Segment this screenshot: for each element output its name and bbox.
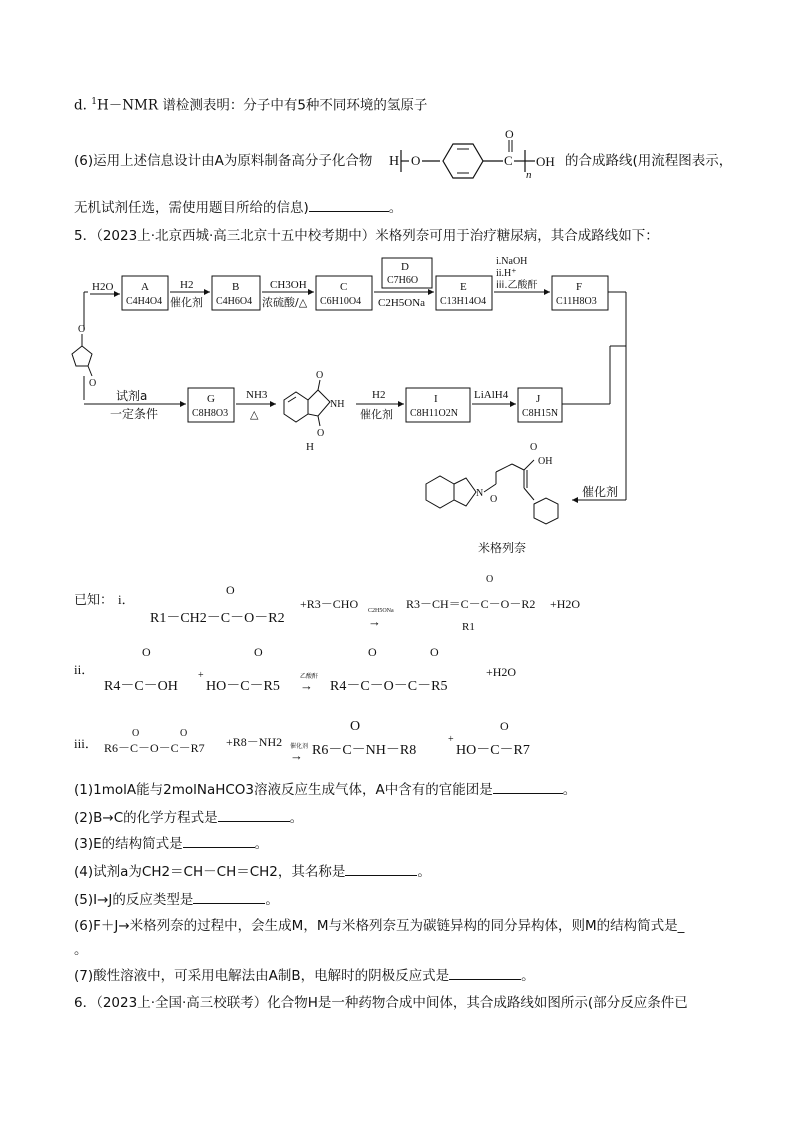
polymer-n: n [526, 169, 532, 181]
r3-o4: O [500, 719, 509, 733]
r2-o2: O [254, 645, 263, 659]
answer-blank-7[interactable] [449, 966, 521, 980]
r2-o4: O [430, 645, 439, 659]
r3-plus: +R8－NH2 [226, 735, 283, 749]
anhydride-o-bottom: O [89, 378, 97, 389]
question-2: (2)B→C的化学方程式是 。 [74, 810, 304, 826]
box-b-formula: C4H6O4 [216, 296, 253, 307]
r1-tail: +H2O [550, 597, 581, 611]
cond-water: H2O [92, 281, 114, 293]
nmr-statement: d. $^1$H－NMR 谱检测表明：分子中有5种不同环境的氢原子 [74, 97, 428, 114]
question-5: (5)I→J的反应类型是 。 [74, 892, 279, 908]
r3-o1: O [132, 728, 140, 739]
box-d-formula: C7H6O [387, 275, 419, 286]
r3-plus-sign: + [448, 734, 454, 745]
polymer-h: H [389, 154, 400, 169]
box-a-formula: C4H4O4 [126, 296, 163, 307]
r2-o3: O [368, 645, 377, 659]
polymer-structure [385, 128, 565, 188]
question-7: (7)酸性溶液中，可采用电解法由A制B，电解时的阴极反应式是 。 [74, 968, 535, 984]
h-nh: NH [330, 399, 345, 410]
box-i-formula: C8H11O2N [410, 408, 458, 419]
cond-ch3oh: CH3OH [270, 279, 307, 291]
polymer-oh: OH [536, 154, 555, 169]
r3-o3: O [350, 719, 361, 734]
cond-cat-final: 催化剂 [582, 485, 619, 499]
r2-arrow: → [300, 678, 313, 693]
r3-rhs: R6－C－NH－R8 [312, 743, 417, 758]
polymer-c: C [504, 153, 513, 168]
box-f-formula: C11H8O3 [556, 296, 597, 307]
product-oh: OH [538, 456, 553, 467]
box-c-name: C [340, 281, 348, 293]
r2-rhs: R4－C－O－C－R5 [330, 679, 448, 694]
synthesis-scheme [0, 250, 800, 570]
cond-cat-1: 催化剂 [170, 296, 203, 309]
r2-o1: O [142, 645, 151, 659]
cond-h2-1: H2 [180, 279, 194, 291]
r1-o: O [226, 583, 235, 597]
r1-rhs: R3－CH＝C－C－O－R2 [406, 597, 536, 611]
anhydride-o-top: O [78, 324, 86, 335]
box-j-formula: C8H15N [522, 408, 559, 419]
question-6: (6)F＋J→米格列奈的过程中，会生成M，M与米格列奈互为碳链异构的同分异构体，则M的结构简式是_ [74, 918, 685, 934]
r1-cond: C2H5ONa [368, 608, 394, 614]
box-i-name: I [434, 393, 438, 405]
question-4: (4)试剂a为CH2＝CH－CH＝CH2，其名称是 。 [74, 864, 431, 880]
r1-rhs-sub: R1 [462, 621, 475, 633]
cond-ii: ii.H⁺ [496, 268, 517, 279]
r1-arrow: → [368, 614, 381, 629]
r3-num: iii． [74, 736, 98, 751]
r1-lhs: R1－CH2－C－O－R2 [150, 611, 285, 626]
polymer-o: O [411, 153, 421, 168]
q6-text-c: 无机试剂任选，需使用题目所给的信息) 。 [74, 200, 403, 216]
cond-cat-2: 催化剂 [360, 408, 393, 421]
r2-plus: HO－C－R5 [206, 679, 280, 694]
box-c-formula: C6H10O4 [320, 296, 362, 307]
box-e-formula: C13H14O4 [440, 296, 487, 307]
cond-c2h5ona: C2H5ONa [378, 297, 426, 309]
cond-lialh4: LiAlH4 [474, 389, 509, 401]
answer-blank-4[interactable] [345, 862, 417, 876]
label-h: H [306, 441, 314, 453]
cond-heat: △ [250, 409, 259, 421]
r2-num: ii． [74, 662, 95, 677]
r3-lhs: R6－C－O－C－R7 [104, 741, 205, 755]
product-name: 米格列奈 [478, 541, 527, 555]
known-label: 已知： [74, 593, 114, 608]
known-reactions [0, 570, 800, 770]
r3-arrow: → [290, 748, 303, 763]
cond-a: 一定条件 [110, 407, 159, 421]
problem5-title: 5．（2023上·北京西城·高三北京十五中校考期中）米格列奈可用于治疗糖尿病，其合成路线如下： [74, 228, 659, 244]
cond-nh3: NH3 [246, 389, 268, 401]
question-3: (3)E的结构简式是 。 [74, 836, 269, 852]
r2-lhs: R4－C－OH [104, 679, 178, 694]
cond-h2-2: H2 [372, 389, 386, 401]
cond-iii: iii.乙酸酐 [496, 280, 538, 291]
r3-tail: HO－C－R7 [456, 743, 530, 758]
box-e-name: E [460, 281, 467, 293]
r1-num: i． [118, 592, 135, 607]
box-b-name: B [232, 281, 240, 293]
answer-blank-3[interactable] [183, 834, 255, 848]
box-d-name: D [401, 261, 409, 273]
r2-cond: 乙酸酐 [300, 673, 319, 680]
answer-blank[interactable] [309, 198, 389, 212]
box-g-formula: C8H8O3 [192, 408, 229, 419]
answer-blank-1[interactable] [493, 780, 563, 794]
answer-blank-5[interactable] [193, 890, 265, 904]
box-g-name: G [207, 393, 215, 405]
q6-text-b: 的合成路线(用流程图表示， [565, 153, 733, 169]
problem6-title: 6．（2023上·全国·高三校联考）化合物H是一种药物合成中间体，其合成路线如图所示(部分反应条件已 [74, 995, 688, 1011]
box-a-name: A [141, 281, 149, 293]
cond-reagent-a: 试剂a [116, 389, 148, 403]
r2-plus-sign: + [198, 670, 204, 681]
polymer-o-top: O [505, 128, 514, 141]
product-o: O [490, 494, 498, 505]
product-n: N [476, 488, 484, 499]
r1-rhs-o: O [486, 574, 494, 585]
question-1: (1)1molA能与2molNaHCO3溶液反应生成气体，A中含有的官能团是 。 [74, 782, 577, 798]
q6-text-a: (6)运用上述信息设计由A为原料制备高分子化合物 [74, 153, 373, 169]
cond-i: i.NaOH [496, 256, 528, 267]
box-f-name: F [576, 281, 583, 293]
h-o-bottom: O [317, 428, 325, 439]
question-6-cont: 。 [74, 942, 88, 958]
r3-cond: 催化剂 [290, 743, 309, 750]
r3-o2: O [180, 728, 188, 739]
h-o-top: O [316, 370, 324, 381]
r1-plus: +R3－CHO [300, 597, 359, 611]
cond-h2so4: 浓硫酸/△ [262, 296, 308, 309]
box-j-name: J [536, 393, 541, 405]
product-o2: O [530, 442, 538, 453]
r2-tail: +H2O [486, 665, 517, 679]
answer-blank-2[interactable] [218, 808, 290, 822]
